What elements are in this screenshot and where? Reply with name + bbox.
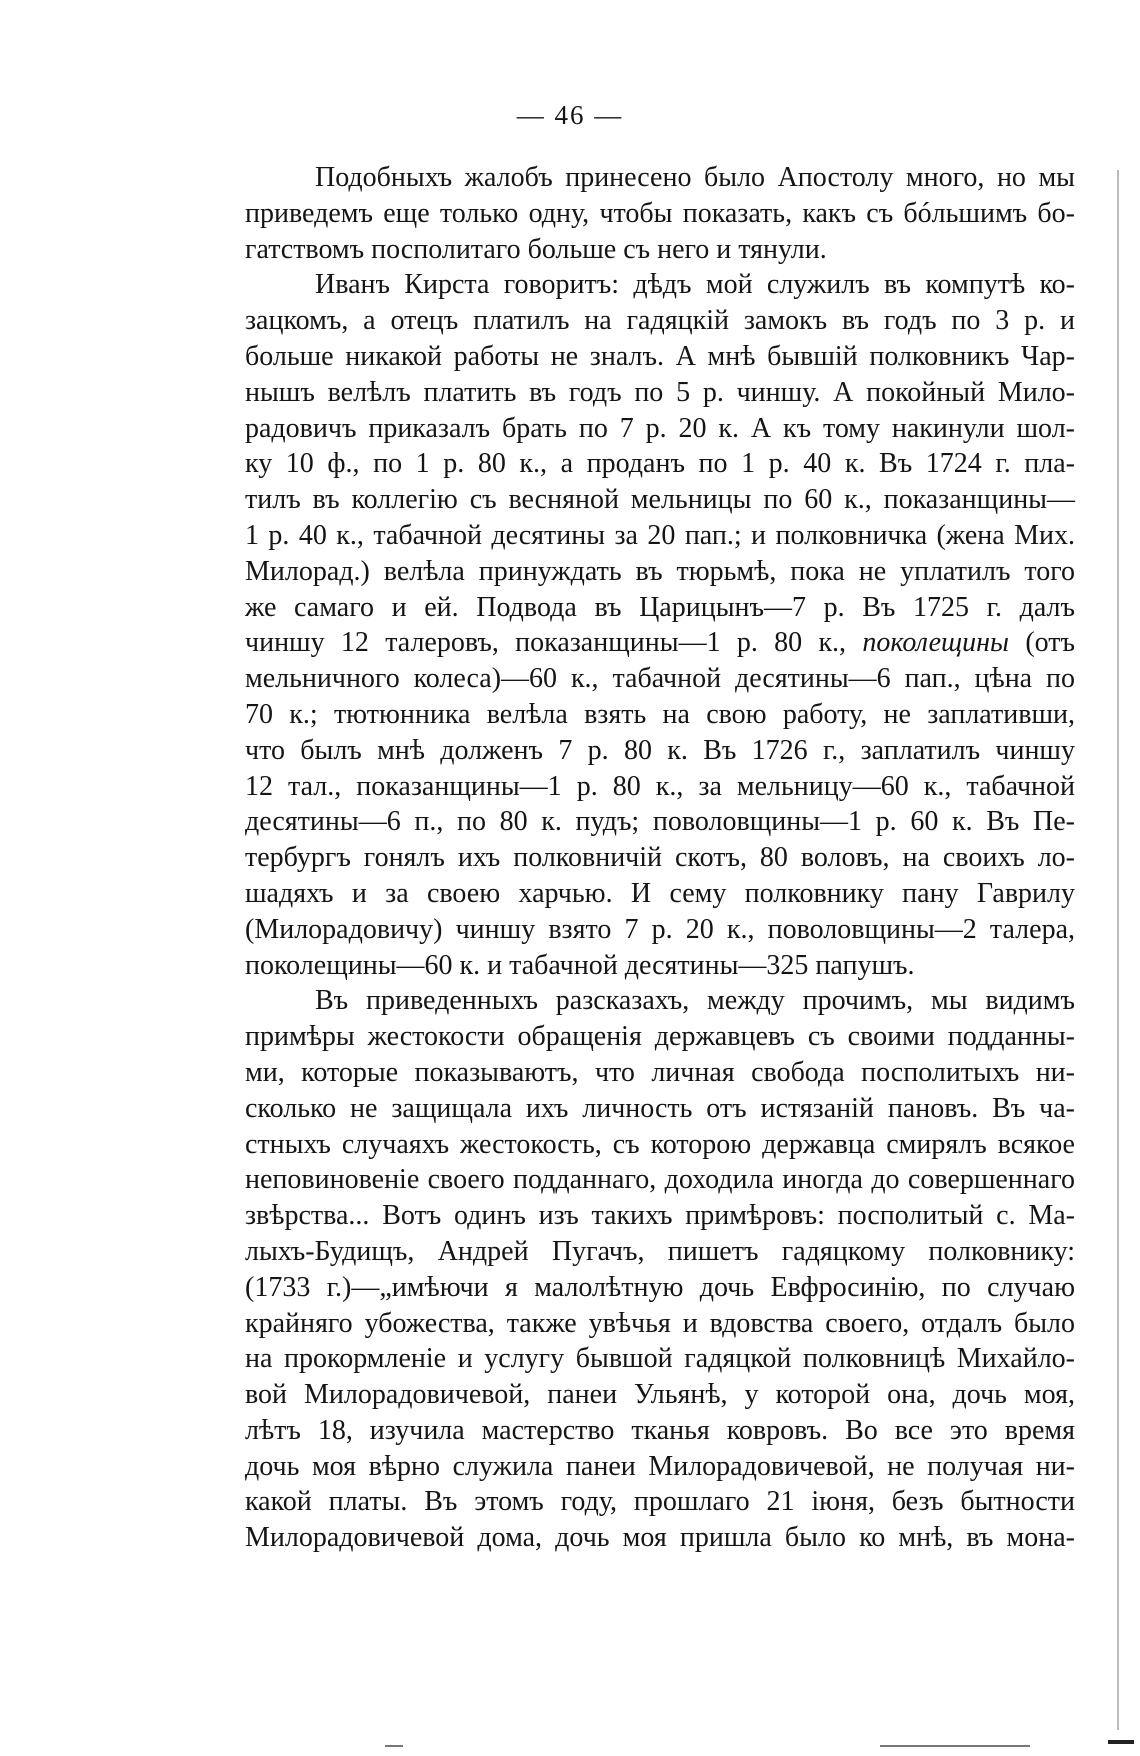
text-line: 1 р. 40 к., табачной десятины за 20 пап.; и полковничка (жена Мих.	[245, 519, 1075, 551]
text-line: же самаго и ей. Подвода въ Царицынъ—7 р. Въ 1725 г. далъ	[245, 591, 1075, 623]
text-line: на прокормленіе и услугу бывшой гадяцкой полковницѣ Михайло-	[245, 1343, 1075, 1375]
page-number: — 46 —	[516, 100, 624, 130]
text-line: примѣры жестокости обращенія державцевъ съ своими подданны-	[245, 1021, 1075, 1053]
text-line: лыхъ-Будищъ, Андрей Пугачъ, пишетъ гадяцкому полковнику:	[245, 1235, 1075, 1267]
text-line: неповиновеніе своего подданнаго, доходила иногда до совершеннаго	[245, 1164, 1075, 1196]
text-line: гатствомъ посполитаго больше съ него и тянули.	[245, 233, 827, 265]
text-line: больше никакой работы не зналъ. А мнѣ бывшій полковникъ Чар-	[245, 340, 1075, 372]
paragraph	[245, 983, 1075, 1556]
text-line: что былъ мнѣ долженъ 7 р. 80 к. Въ 1726 г., заплатилъ чиншу	[245, 734, 1075, 766]
text-line: Милорадовичевой дома, дочь моя пришла было ко мнѣ, въ мона-	[245, 1522, 1075, 1554]
text-line: чиншу 12 талеровъ, показанщины—1 р. 80 к., поколещины (отъ	[245, 627, 1075, 659]
body-text	[245, 160, 1075, 1556]
text-line: сколько не защищала ихъ личность отъ истязаній пановъ. Въ ча-	[245, 1092, 1075, 1124]
text-line: Подобныхъ жалобъ принесено было Апостолу много, но мы	[315, 162, 1075, 193]
text-line: шадяхъ и за своею харчью. И сему полковнику пану Гаврилу	[245, 877, 1075, 909]
scan-edge-mark	[880, 1745, 1030, 1747]
paragraph	[245, 267, 1075, 983]
scan-edge-mark	[1108, 1740, 1134, 1744]
text-line: (Милорадовичу) чиншу взято 7 р. 20 к., поволовщины—2 талера,	[245, 913, 1075, 945]
text-line: тербургъ гонялъ ихъ полковничій скотъ, 80 воловъ, на своихъ ло-	[245, 842, 1075, 874]
text-line: стныхъ случаяхъ жестокость, съ которою державца смирялъ всякое	[245, 1128, 1075, 1160]
text-line: (1733 г.)—„имѣючи я малолѣтную дочь Евфросинію, по случаю	[245, 1271, 1075, 1303]
text-line: лѣтъ 18, изучила мастерство тканья ковровъ. Во все это время	[245, 1414, 1075, 1446]
text-line: ку 10 ф., по 1 р. 80 к., а проданъ по 1 р. 40 к. Въ 1724 г. пла-	[245, 448, 1075, 480]
text-line: какой платы. Въ этомъ году, прошлаго 21 іюня, безъ бытности	[245, 1486, 1075, 1518]
text-line: поколещины—60 к. и табачной десятины—325 папушъ.	[245, 949, 915, 981]
text-line: ми, которые показываютъ, что личная свобода посполитыхъ ни-	[245, 1056, 1075, 1088]
text-line: крайняго убожества, также увѣчья и вдовства своего, отдалъ было	[245, 1307, 1075, 1339]
scan-edge-mark	[1117, 170, 1119, 1730]
text-line: 70 к.; тютюнника велѣла взять на свою работу, не заплативши,	[245, 698, 1075, 730]
paragraph	[245, 160, 1075, 267]
text-line: тилъ въ коллегію съ весняной мельницы по 60 к., показанщины—	[245, 484, 1075, 516]
text-line: Иванъ Кирста говоритъ: дѣдъ мой служилъ въ компутѣ ко-	[315, 269, 1075, 301]
text-line: приведемъ еще только одну, чтобы показать, какъ съ бóльшимъ бо-	[245, 197, 1075, 229]
text-line: звѣрства... Вотъ одинъ изъ такихъ примѣровъ: посполитый с. Ма-	[245, 1200, 1075, 1232]
text-line: мельничного колеса)—60 к., табачной десятины—6 пап., цѣна по	[245, 663, 1075, 695]
text-line: 12 тал., показанщины—1 р. 80 к., за мельницу—60 к., табачной	[245, 770, 1075, 802]
text-line: десятины—6 п., по 80 к. пудъ; поволовщины—1 р. 60 к. Въ Пе-	[245, 806, 1075, 838]
text-line: дочь моя вѣрно служила панеи Милорадовичевой, не получая ни-	[245, 1450, 1075, 1482]
text-line: Милорад.) велѣла принуждать въ тюрьмѣ, пока не уплатилъ того	[245, 555, 1075, 587]
text-line: зацкомъ, а отецъ платилъ на гадяцкій замокъ въ годъ по 3 р. и	[245, 305, 1075, 337]
text-line: вой Милорадовичевой, панеи Ульянѣ, у которой она, дочь моя,	[245, 1379, 1075, 1411]
text-line: Въ приведенныхъ разсказахъ, между прочимъ, мы видимъ	[315, 985, 1075, 1017]
text-line: нышъ велѣлъ платить въ годъ по 5 р. чиншу. А покойный Мило-	[245, 376, 1075, 408]
text-line: радовичъ приказалъ брать по 7 р. 20 к. А къ тому накинули шол-	[245, 412, 1075, 444]
emphasized-term: поколещины	[862, 627, 1010, 659]
scan-edge-mark	[385, 1745, 403, 1747]
